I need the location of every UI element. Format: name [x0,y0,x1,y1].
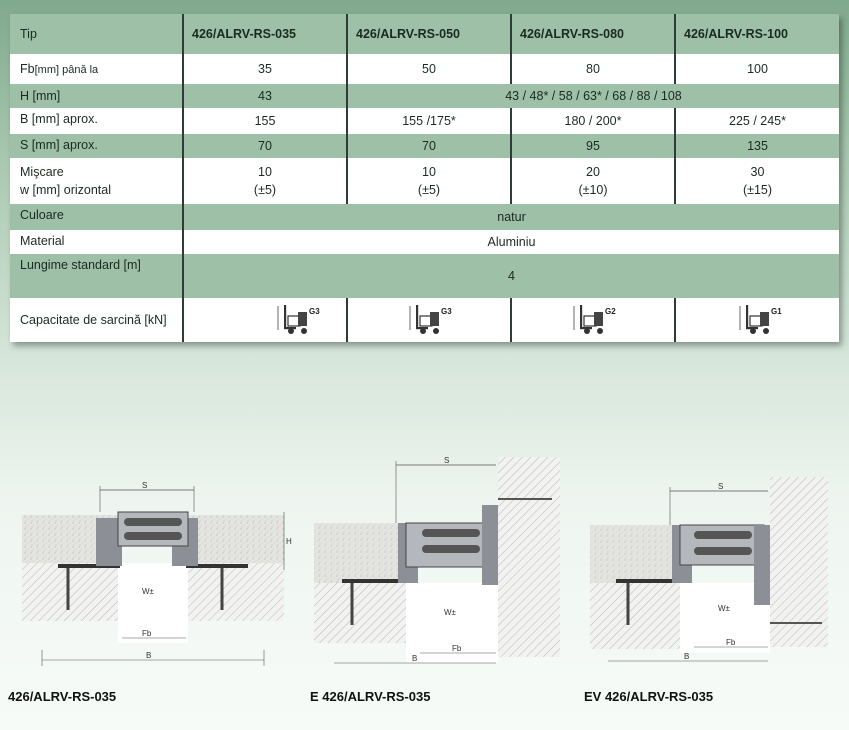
h-row [10,84,839,108]
drawing-e-426-alrv-rs-035 [312,455,562,670]
dim-s-label: S [718,482,724,491]
fb-value-2: 50 [347,54,511,84]
dim-fb-label: Fb [452,644,462,653]
fb-label-sub: [mm] până la [34,64,99,76]
h-value-first: 43 [183,84,347,108]
dim-s-label: S [142,481,148,490]
s-value-3: 95 [511,134,675,158]
dim-b-label: B [684,652,690,661]
header-col-4: 426/ALRV-RS-100 [675,14,839,54]
dim-w-label: W± [142,587,154,596]
header-label: Tip [10,14,183,54]
icon-label-4: G1 [771,307,782,316]
miscare-value: 10 [422,165,436,179]
forklift-icon [574,305,616,334]
culoare-value: natur [183,204,839,230]
drawing-426-alrv-rs-035 [18,480,298,675]
icon-label-1: G3 [309,307,320,316]
forklift-icon [278,305,320,334]
lungime-value: 4 [183,254,839,298]
spec-table [10,14,839,342]
icon-label-3: G2 [605,307,616,316]
culoare-label: Culoare [10,204,183,230]
s-value-1: 70 [183,134,347,158]
forklift-icon [410,305,452,334]
culoare-row [10,204,839,230]
h-label: H [mm] [10,84,183,108]
forklift-icon [740,305,782,334]
fb-label-main: Fb [20,62,35,76]
dim-s-label: S [444,456,450,465]
b-label: B [mm] aprox. [10,108,183,134]
miscare-value: 20 [586,165,600,179]
dim-fb-label: Fb [726,638,736,647]
s-value-4: 135 [675,134,839,158]
caption-drawing-1: 426/ALRV-RS-035 [8,689,117,704]
miscare-value-2 [347,158,511,204]
header-col-1: 426/ALRV-RS-035 [183,14,347,54]
b-row [10,108,839,134]
miscare-value-4 [675,158,839,204]
miscare-value: 30 [750,165,765,179]
b-value-4: 225 / 245* [675,108,839,134]
lungime-row [10,254,839,298]
material-row [10,230,839,254]
miscare-label [10,158,183,204]
fb-value-3: 80 [511,54,675,84]
miscare-value-3 [511,158,675,204]
miscare-row [10,158,839,204]
miscare-value-1 [183,158,347,204]
b-value-2: 155 /175* [347,108,511,134]
dim-w-label: W± [444,608,456,617]
material-label: Material [10,230,183,254]
material-value: Aluminiu [183,230,839,254]
s-value-2: 70 [347,134,511,158]
miscare-range: (±10) [578,183,608,197]
b-value-1: 155 [183,108,347,134]
dim-w-label: W± [718,604,730,613]
b-value-3: 180 / 200* [511,108,675,134]
miscare-value: 10 [258,165,272,179]
caption-drawing-2: E 426/ALRV-RS-035 [310,689,431,704]
dim-fb-label: Fb [142,629,152,638]
lungime-label: Lungime standard [m] [10,254,183,298]
fb-value-4: 100 [675,54,839,84]
capacitate-label: Capacitate de sarcină [kN] [10,298,183,342]
fb-row [10,54,839,84]
miscare-range: (±15) [742,183,773,197]
miscare-label-line2: w [mm] orizontal [20,183,111,197]
dim-h-label: H [286,537,292,546]
caption-drawing-3: EV 426/ALRV-RS-035 [584,689,714,704]
dim-b-label: B [146,651,152,660]
header-col-3: 426/ALRV-RS-080 [511,14,675,54]
dim-b-label: B [412,654,418,663]
s-row [10,134,839,158]
forklift-icons-layer [10,296,839,340]
header-row [10,14,839,54]
icon-label-2: G3 [441,307,452,316]
h-value-rest: 43 / 48* / 58 / 63* / 68 / 88 / 108 [347,84,839,108]
miscare-range: (±5) [253,183,277,197]
s-label: S [mm] aprox. [10,134,183,158]
miscare-range: (±5) [417,183,441,197]
miscare-label-line1: Mişcare [20,165,64,179]
drawing-ev-426-alrv-rs-035 [588,475,830,670]
fb-value-1: 35 [183,54,347,84]
fb-label [10,54,183,84]
header-col-2: 426/ALRV-RS-050 [347,14,511,54]
